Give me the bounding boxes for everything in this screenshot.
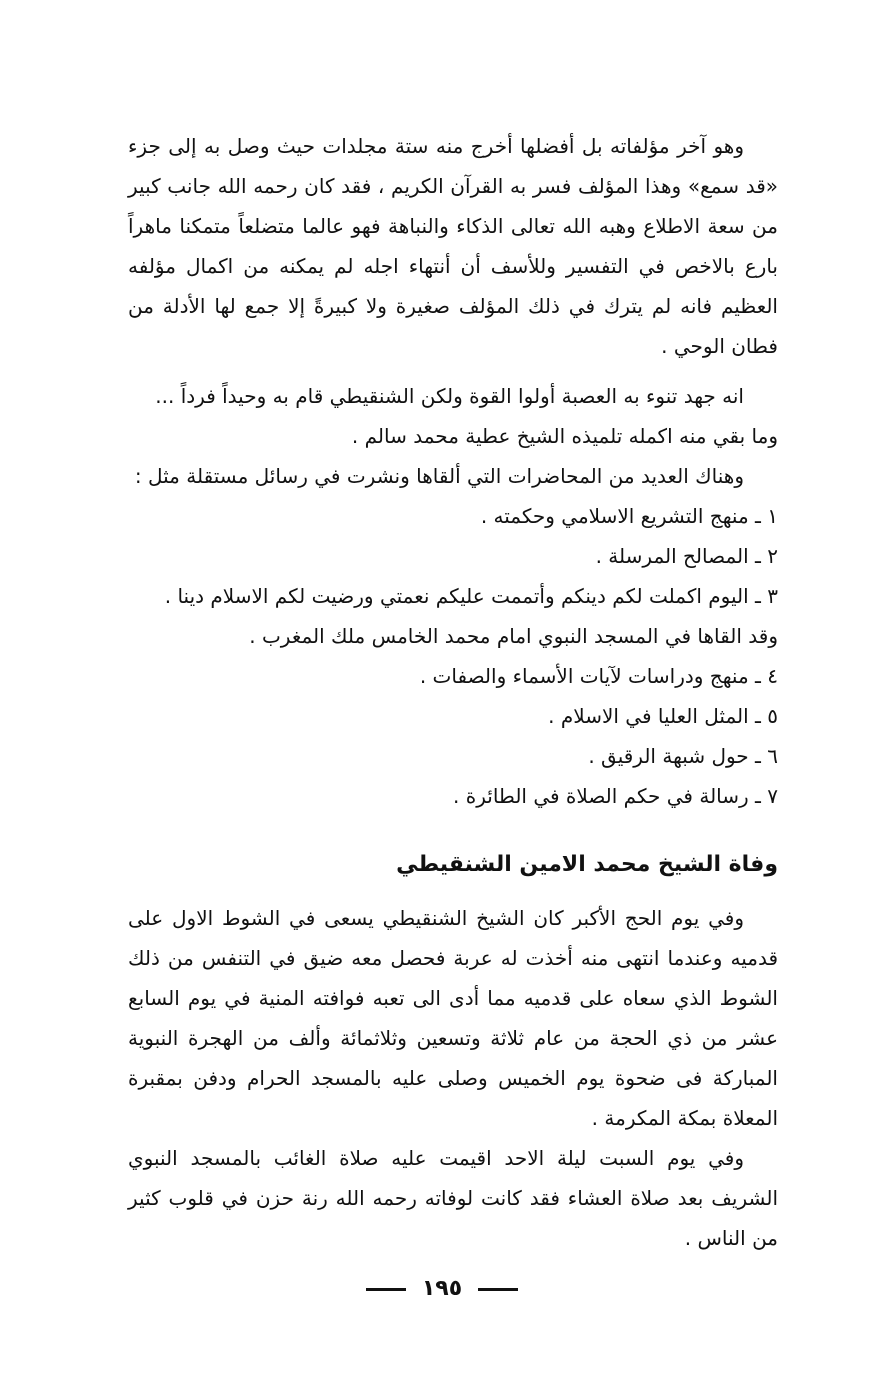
section-heading: وفاة الشيخ محمد الامين الشنقيطي [396,852,778,877]
paragraph-tafsir: وهو آخر مؤلفاته بل أفضلها أخرج منه ستة مجلدات حيث وصل به إلى جزء «قد سمع» وهذا المؤلف فسر به القرآن الكريم ، فقد كان رحمه الله جانب كبير من سعة الاطلاع وهبه الله تعالى الذكاء والنباهة فهو عالما متضلعاً متمكنا ماهراً بارع بالاخص في التفسير وللأسف أن أنتهاء اجله لم يمكنه من اكمال مؤلفه العظيم فانه لم يترك في ذلك المؤلف صغيرة ولا كبيرةً إلا جمع لها الأدلة من فطان الوحي . [128,134,778,358]
paragraph-effort-line-2: وما بقي منه اكمله تلميذه الشيخ عطية محمد سالم . [351,424,778,448]
dash-decoration [366,1288,406,1291]
dash-decoration [478,1288,518,1291]
lectures-list [128,496,778,816]
list-item: ٧ ـ رسالة في حكم الصلاة في الطائرة . [453,784,778,808]
paragraph-death: وفي يوم الحج الأكبر كان الشيخ الشنقيطي يسعى في الشوط الاول على قدميه وعندما انتهى منه أخذت له عربة فحصل معه ضيق في التنفس من ذلك الشوط الذي سعاه على قدميه مما أدى الى تعبه فوافته المنية في يوم السابع عشر من ذي الحجة من عام ثلاثة وتسعين وثلاثمائة وألف من الهجرة النبوية المباركة فى ضحوة يوم الخميس وصلى عليه بالمسجد الحرام ودفن بمقبرة المعلاة بمكة المكرمة . [128,906,778,1130]
list-item: ١ ـ منهج التشريع الاسلامي وحكمته . [480,504,778,528]
list-item: ٦ ـ حول شبهة الرقيق . [588,744,778,768]
list-item: ٤ ـ منهج ودراسات لآيات الأسماء والصفات . [419,664,778,688]
list-item: ٥ ـ المثل العليا في الاسلام . [548,704,778,728]
page-body [128,126,778,1258]
spacer [128,366,778,376]
paragraph-effort-line-1: انه جهد تنوء به العصبة أولوا القوة ولكن الشنقيطي قام به وحيداً فرداً ... [155,384,744,408]
page-number-text: ١٩٥ [421,1276,463,1301]
list-item: ٢ ـ المصالح المرسلة . [595,544,778,568]
paragraph-prayer: وفي يوم السبت ليلة الاحد اقيمت عليه صلاة الغائب بالمسجد النبوي الشريف بعد صلاة العشاء فقد كانت لوفاته رحمه الله رنة حزن في قلوب كثير من الناس . [128,1146,778,1250]
paragraph-lectures-intro: وهناك العديد من المحاضرات التي ألقاها ونشرت في رسائل مستقلة مثل : [134,464,744,488]
list-item: وقد القاها في المسجد النبوي امام محمد الخامس ملك المغرب . [249,624,778,648]
list-item: ٣ ـ اليوم اكملت لكم دينكم وأتممت عليكم نعمتي ورضيت لكم الاسلام دينا . [164,584,778,608]
page-number [0,1276,884,1301]
